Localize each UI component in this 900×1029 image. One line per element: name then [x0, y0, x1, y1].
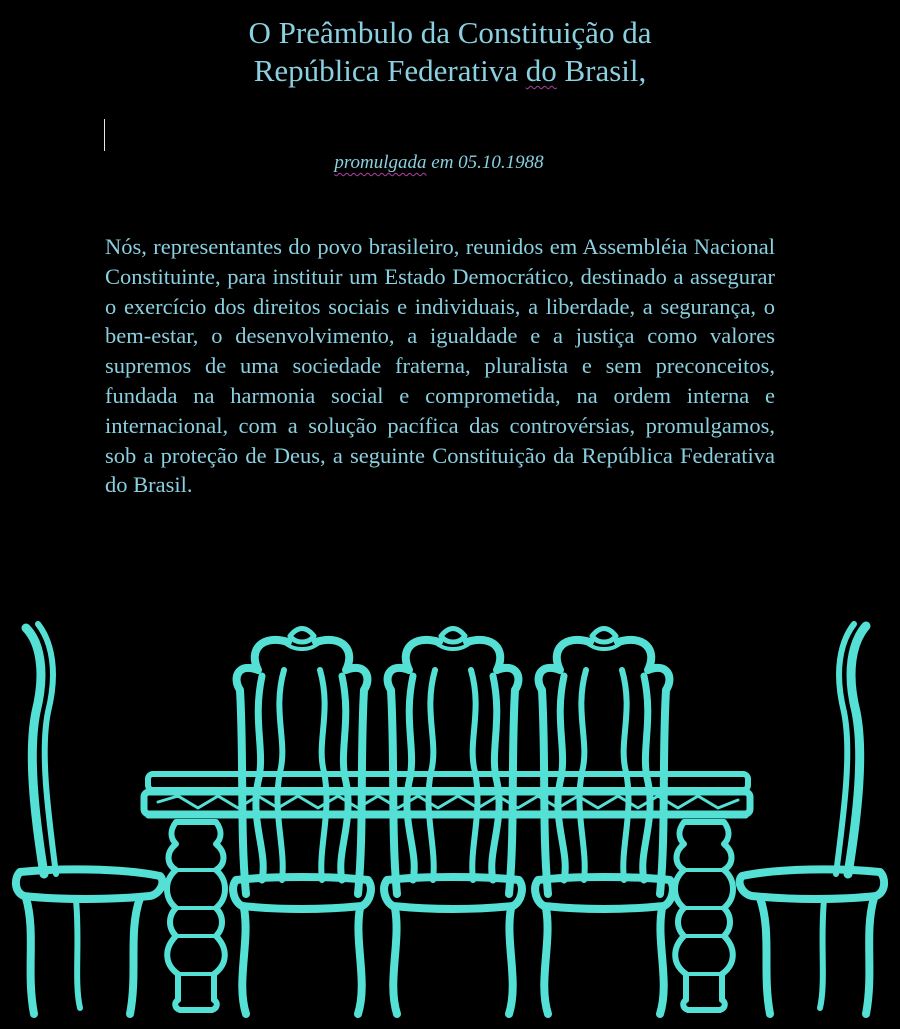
title-line-1: O Preâmbulo da Constituição da	[248, 15, 652, 50]
preamble-paragraph: Nós, representantes do povo brasileiro, reunidos em Assembléia Nacional Constituinte, para instituir um Estado Democrático, destinado a assegurar o exercício dos direitos sociais e individuais, a liberdade, a segurança, o bem-estar, o desenvolvimento, a igualdade e a justiça como valores supremos de uma sociedade fraterna, pluralista e sem preconceitos, fundada na harmonia social e comprometida, na ordem interna e internacional, com a solução pacífica das controvérsias, promulgamos, sob a proteção de Deus, a seguinte Constituição da República Federativa do Brasil.	[105, 234, 775, 498]
spellcheck-marked-word: do	[525, 53, 557, 88]
right-side-chair	[740, 624, 884, 1014]
subtitle-date-text: em 05.10.1988	[426, 152, 544, 173]
title-line-2-end: Brasil,	[556, 53, 647, 88]
spellcheck-marked-word-subtitle: promulgada	[334, 152, 427, 173]
front-chair-center	[384, 629, 522, 1015]
left-side-chair	[16, 624, 162, 1014]
front-chair-left	[233, 629, 371, 1015]
document-title	[0, 14, 900, 90]
table-and-chairs-illustration	[0, 612, 900, 1029]
text-cursor	[104, 119, 105, 151]
title-line-2-start: República Federativa	[253, 53, 526, 88]
title-line-2	[0, 52, 900, 90]
promulgation-date-subtitle	[0, 152, 878, 174]
front-chair-right	[535, 629, 673, 1015]
